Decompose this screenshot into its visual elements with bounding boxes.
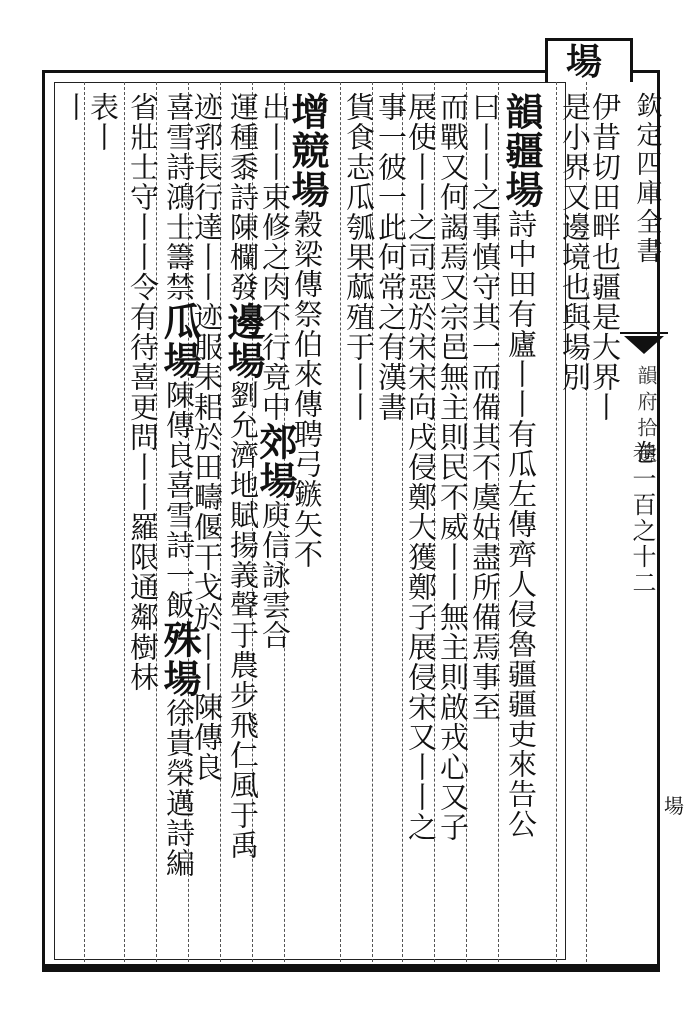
text-segment: 伊昔切田畔也疆是大界丨 — [588, 92, 622, 422]
headword: 疆場 — [499, 131, 544, 209]
text-segment: 貨食志瓜瓠果蓏殖于丨丨 — [342, 92, 376, 422]
text-segment: 迹郛長行達丨丨迹服耒耜於田疇偃干戈於丨丨陳傳良 — [190, 92, 224, 782]
page-edge-mark: 場 — [664, 794, 684, 818]
text-segment: 喜雪詩鴻士籌禁 — [162, 92, 196, 302]
text-segment: 展使丨丨之司惡於宋宋向戌侵鄭大獲鄭子展侵宋又丨丨之 — [404, 92, 438, 842]
text-segment: 是小界又邊境也與場別 — [558, 92, 592, 392]
text-segment: 事一彼一此何常之有漢書 — [374, 92, 408, 422]
headword: 瓜場 — [157, 302, 202, 380]
column-divider — [124, 82, 125, 962]
text-segment: 劉允濟地賦揚義聲于農步飛仁風于禹 — [226, 380, 260, 860]
text-segment: 運種黍詩陳欄發 — [226, 92, 260, 302]
book-subtitle: 韻府拾遺 — [634, 365, 658, 469]
text-column — [588, 92, 622, 962]
margin-divider — [620, 332, 668, 334]
text-segment: 表丨 — [86, 92, 120, 152]
text-column — [86, 92, 120, 962]
volume-label: 卷一百之十二 — [628, 440, 656, 596]
text-segment: 丨 — [58, 92, 92, 122]
fishtail-mark-icon — [624, 336, 664, 354]
text-segment: 穀梁傳祭伯來傳聘弓鏃矢不 — [290, 209, 324, 569]
text-column — [558, 92, 592, 962]
text-segment: 令有待喜更問丨丨 — [126, 272, 160, 512]
headword: 邊場 — [221, 302, 266, 380]
text-column — [436, 92, 470, 962]
book-title: 欽定四庫全書 — [632, 92, 662, 266]
text-column — [468, 92, 502, 962]
text-column — [58, 92, 92, 962]
text-segment: 而戰又何謁焉又宗邑無主則民不威丨丨無主則啟戎心又子 — [436, 92, 470, 842]
column-divider — [556, 82, 557, 962]
headword: 韻 — [499, 92, 544, 131]
text-segment: 省壯士守丨丨 — [126, 92, 160, 272]
text-column — [126, 92, 160, 962]
text-column — [157, 92, 202, 962]
headword: 殊場 — [157, 620, 202, 698]
text-column — [404, 92, 438, 962]
text-column — [221, 92, 266, 962]
text-column — [374, 92, 408, 962]
headword: 郊場 — [253, 422, 298, 500]
headword: 競場 — [285, 131, 330, 209]
text-column — [499, 92, 544, 962]
title-tab: 場 — [566, 41, 605, 83]
column-divider — [340, 82, 341, 962]
text-segment: 詩中田有廬丨丨有瓜左傳齊人侵魯疆疆吏來告公 — [504, 209, 538, 839]
text-segment: 曰丨丨之事慎守其一而備其不虞姑盡所備焉事至 — [468, 92, 502, 722]
headword: 增 — [285, 92, 330, 131]
text-segment: 羅限通鄰樹枺 — [126, 512, 160, 692]
text-segment: 庾信詠雲合 — [258, 500, 292, 650]
text-segment: 陳傳良喜雪詩一飯 — [162, 380, 196, 620]
text-segment: 出丨丨束修之肉不行竟中 — [258, 92, 292, 422]
text-column — [342, 92, 376, 962]
text-segment: 徐貴榮邁詩編 — [162, 698, 196, 878]
bottom-rule — [42, 964, 660, 972]
